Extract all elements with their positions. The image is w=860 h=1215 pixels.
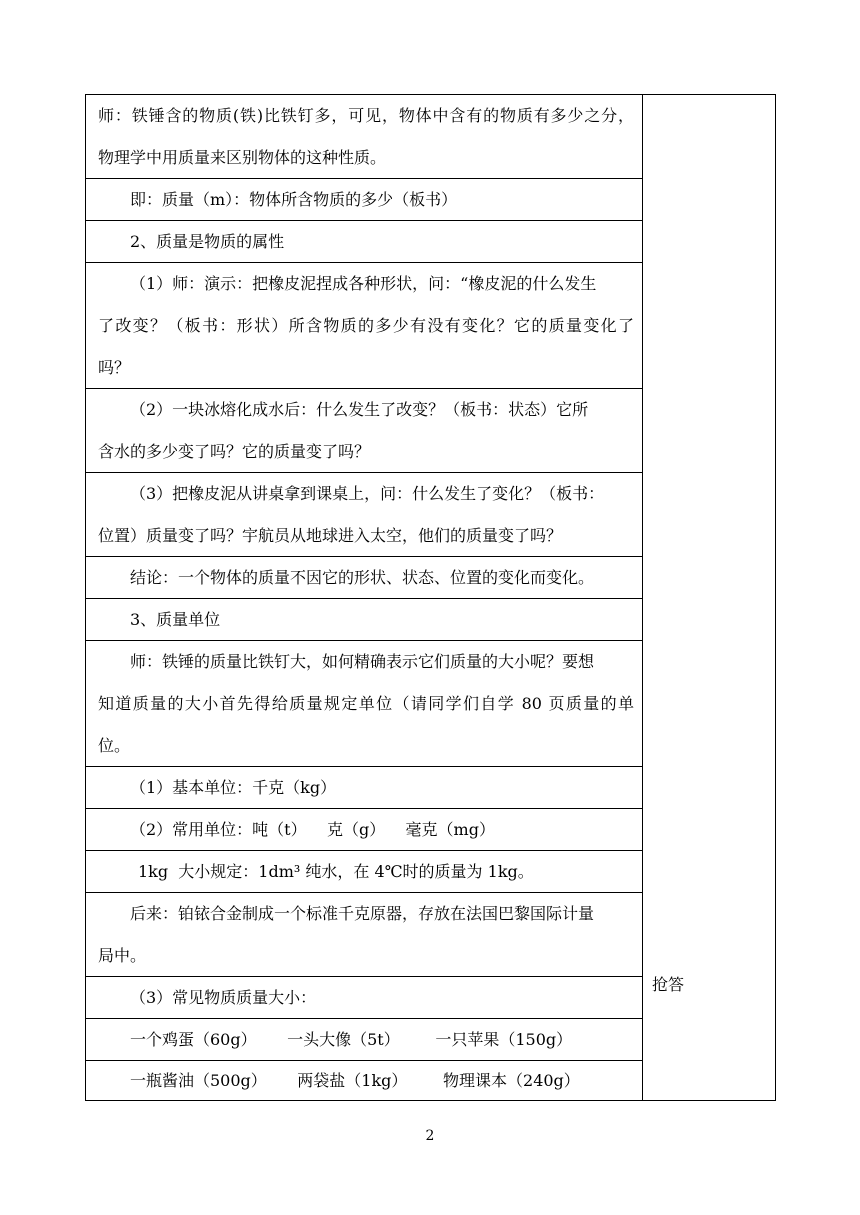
text-line: 一瓶酱油（500g） 两袋盐（1kg） 物理课本（240g）: [130, 1071, 580, 1090]
text-line: 一个鸡蛋（60g） 一头大像（5t） 一只苹果（150g）: [130, 1030, 573, 1049]
text-line: （3）把橡皮泥从讲桌拿到课桌上，问：什么发生了变化？（板书：: [130, 484, 605, 503]
table-row: [86, 221, 642, 263]
text-line: 师：铁锤含的物质(铁)比铁钉多，可见，物体中含有的物质有多少之分，: [98, 106, 634, 125]
table-row: [86, 1061, 642, 1101]
lesson-table: [85, 94, 776, 1101]
text-line: 位置）质量变了吗？宇航员从地球进入太空，他们的质量变了吗？: [98, 526, 563, 545]
text-line: 结论：一个物体的质量不因它的形状、状态、位置的变化而变化。: [130, 568, 595, 587]
table-row: [86, 95, 642, 179]
table-row: [86, 977, 642, 1019]
text-line: 2、质量是物质的属性: [130, 232, 285, 251]
table-row: [86, 1019, 642, 1061]
text-line: 吗？: [98, 358, 131, 377]
table-row: [86, 599, 642, 641]
page-number: 2: [425, 1128, 435, 1144]
text-line: 物理学中用质量来区别物体的这种性质。: [98, 148, 387, 167]
lesson-content-column: [86, 95, 643, 1100]
table-row: [86, 809, 642, 851]
text-line: 师：铁锤的质量比铁钉大，如何精确表示它们质量的大小呢？要想: [130, 652, 595, 671]
text-line: 即：质量（m）：物体所含物质的多少（板书）: [130, 190, 458, 209]
text-line: （2）一块冰熔化成水后：什么发生了改变？（板书：状态）它所: [130, 400, 589, 419]
table-row: [86, 263, 642, 389]
table-row: [86, 473, 642, 557]
text-line: 后来：铂铱合金制成一个标准千克原器，存放在法国巴黎国际计量: [130, 904, 595, 923]
text-line: 1kg 大小规定：1dm³ 纯水，在 4℃时的质量为 1kg。: [138, 862, 534, 881]
text-line: 含水的多少变了吗？它的质量变了吗？: [98, 442, 371, 461]
text-line: 知道质量的大小首先得给质量规定单位（请同学们自学 80 页质量的单: [98, 694, 634, 713]
text-line: 3、质量单位: [130, 610, 221, 629]
activity-note: 抢答: [652, 975, 685, 994]
table-row: [86, 767, 642, 809]
text-line: 位。: [98, 736, 131, 755]
table-row: [86, 557, 642, 599]
table-row: [86, 893, 642, 977]
text-line: 局中。: [98, 946, 147, 965]
table-row: [86, 851, 642, 893]
activity-column: [643, 95, 775, 1100]
text-line: （1）基本单位：千克（kg）: [130, 778, 337, 797]
table-row: [86, 179, 642, 221]
table-row: [86, 641, 642, 767]
text-line: （1）师：演示：把橡皮泥捏成各种形状，问：“橡皮泥的什么发生: [130, 274, 597, 293]
table-row: [86, 389, 642, 473]
text-line: （3）常见物质质量大小：: [130, 988, 317, 1007]
text-line: （2）常用单位：吨（t） 克（g） 毫克（mg）: [130, 820, 495, 839]
text-line: 了改变？（板书：形状）所含物质的多少有没有变化？它的质量变化了: [98, 316, 634, 335]
